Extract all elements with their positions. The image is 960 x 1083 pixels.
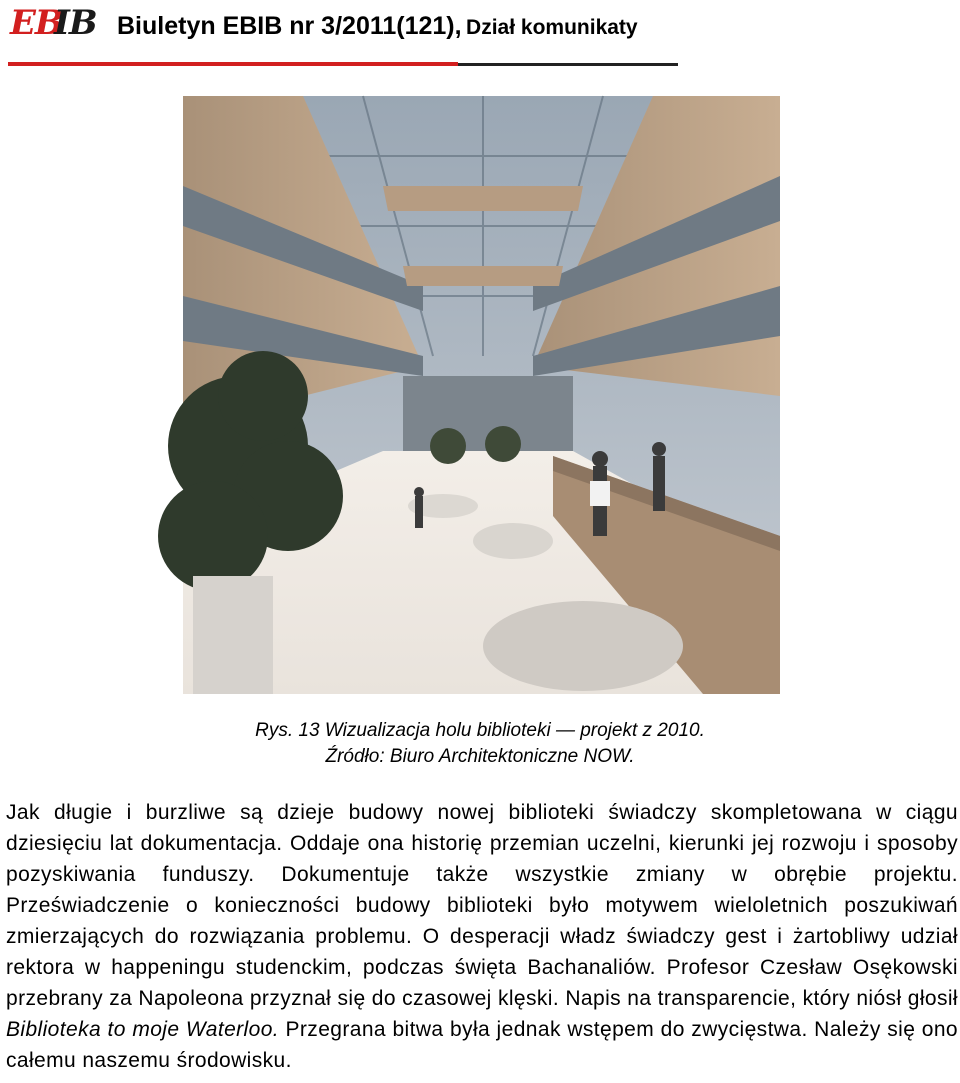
header-rule-dark [458,63,678,66]
paragraph-text-part-2: Przegrana bitwa była jednak wstępem do zwycięstwa. Należy się ono całemu naszemu środowisku. [6,1018,958,1072]
library-hall-visualization-image [183,96,780,694]
paragraph-italic-quote: Biblioteka to moje Waterloo. [6,1018,280,1041]
paragraph-text-part-1: Jak długie i burzliwe są dzieje budowy nowej biblioteki świadczy skompletowana w ciągu dziesięciu lat dokumentacja. Oddaje ona historię przemian uczelni, kierunki jej rozwoju i sposoby pozyskiwania funduszy. Dokumentuje także wszystkie zmiany w obrębie projektu. Przeświadczenie o konieczności budowy biblioteki było motywem wieloletnich poszukiwań zmierzających do rozwiązania problemu. O desperacji władz świadczy gest i żartobliwy udział rektora w happeningu studenckim, podczas święta Bachanaliów. Profesor Czesław Osękowski przebrany za Napoleona przyznał się do czasowej klęski. Napis na transparencie, który niósł głosił [6,801,958,1010]
header-rule-red [8,62,458,66]
section-title: Dział komunikaty [466,16,638,39]
figure-caption-line-1: Rys. 13 Wizualizacja holu biblioteki — projekt z 2010. [255,720,705,741]
ebib-logo [8,2,97,43]
page-header [0,0,960,70]
figure-caption-line-2: Źródło: Biuro Architektoniczne NOW. [325,746,635,767]
page-title [117,12,638,41]
bulletin-title: Biuletyn EBIB nr 3/2011(121), [117,12,462,40]
article-paragraph [6,797,958,1076]
svg-text:EB: EB [10,3,63,43]
svg-text:IB: IB [54,3,97,43]
